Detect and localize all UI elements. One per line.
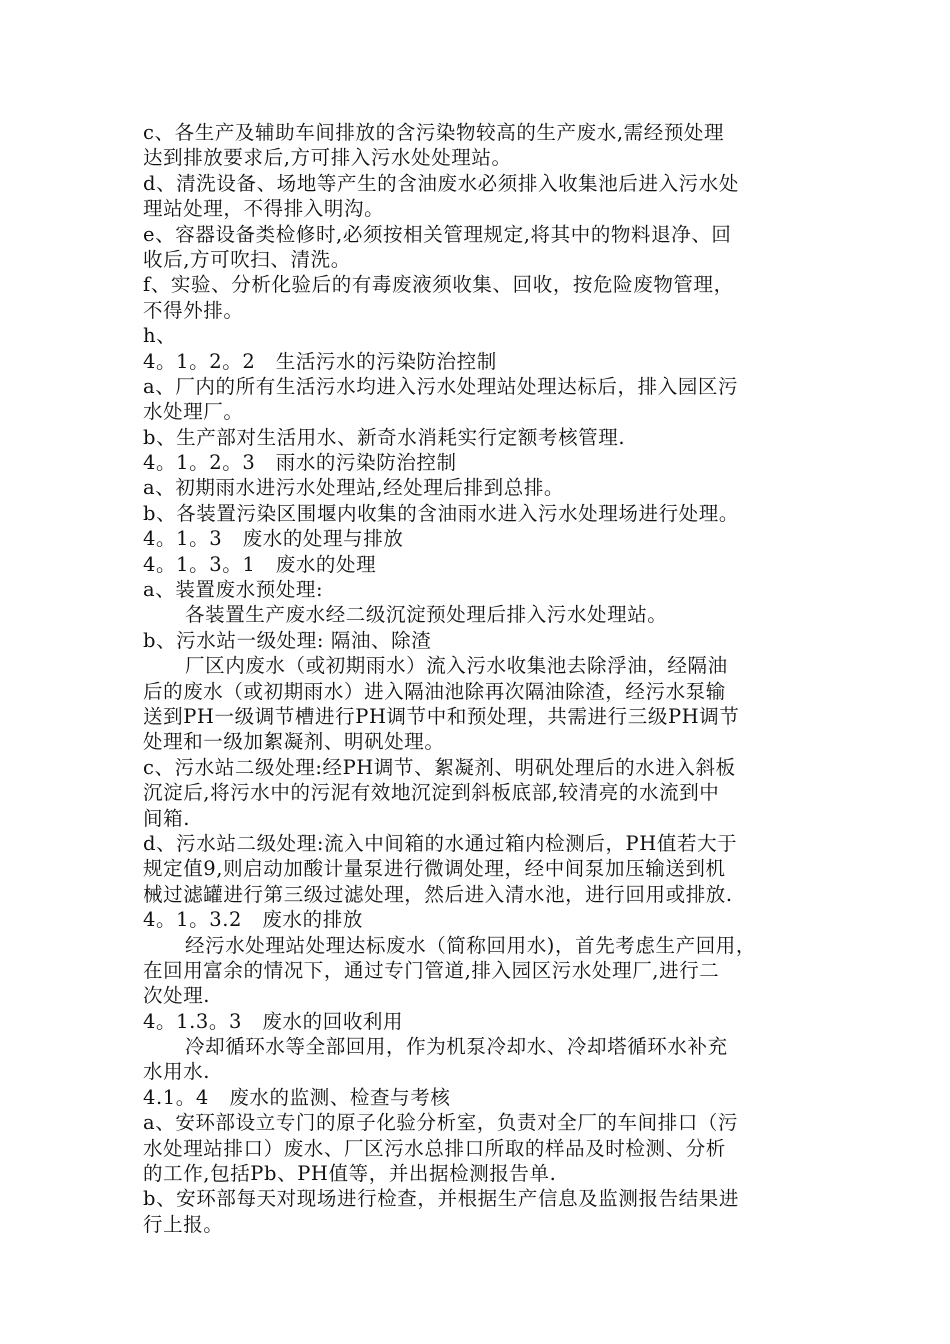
text-line: h、 [143, 324, 177, 348]
text-line: a、厂内的所有生活污水均进入污水处理站处理达标后，排入园区污 [143, 374, 739, 398]
text-line: 4。1。2。2 生活污水的污染防治控制 [143, 349, 497, 373]
text-line: b、污水站一级处理: 隔油、除渣 [143, 628, 432, 652]
text-line: b、安环部每天对现场进行检查，并根据生产信息及监测报告结果进 [143, 1187, 739, 1211]
text-line: 4。1。3。1 废水的处理 [143, 552, 377, 576]
text-line: 送到PH一级调节槽进行PH调节中和预处理，共需进行三级PH调节 [143, 704, 740, 728]
text-line: 行上报。 [143, 1212, 224, 1236]
text-line: a、装置废水预处理: [143, 578, 324, 602]
text-line: 在回用富余的情况下，通过专门管道,排入园区污水处理厂,进行二 [143, 958, 720, 982]
text-line: 达到排放要求后,方可排入污水处处理站。 [143, 146, 512, 170]
text-line: 收后,方可吹扫、清洗。 [143, 247, 351, 271]
text-line: 4。1。3.2 废水的排放 [143, 908, 363, 932]
text-line: 间箱. [143, 806, 190, 830]
text-line: a、初期雨水进污水处理站,经处理后排到总排。 [143, 476, 565, 500]
text-line: 厂区内废水（或初期雨水）流入污水收集池去除浮油，经隔油 [185, 654, 728, 678]
text-line: d、清洗设备、场地等产生的含油废水必须排入收集池后进入污水处 [143, 171, 739, 195]
text-line: c、各生产及辅助车间排放的含污染物较高的生产废水,需经预处理 [143, 121, 725, 144]
text-line: 不得外排。 [143, 298, 244, 322]
text-line: 规定值9,则启动加酸计量泵进行微调处理，经中间泵加压输送到机 [143, 857, 726, 881]
text-line: 冷却循环水等全部回用，作为机泵冷却水、冷却塔循环水补充 [185, 1035, 728, 1059]
text-line: 械过滤罐进行第三级过滤处理，然后进入清水池，进行回用或排放. [143, 882, 733, 906]
text-line: c、污水站二级处理:经PH调节、絮凝剂、明矾处理后的水进入斜板 [143, 755, 736, 779]
text-line: f、实验、分析化验后的有毒废液须收集、回收，按危险废物管理， [143, 273, 734, 297]
text-line: d、污水站二级处理:流入中间箱的水通过箱内检测后，PH值若大于 [143, 831, 738, 855]
text-line: 水处理站排口）废水、厂区污水总排口所取的样品及时检测、分析 [143, 1136, 726, 1160]
text-line: 的工作,包括Pb、PH值等，并出据检测报告单. [143, 1162, 557, 1186]
text-line: 各装置生产废水经二级沉淀预处理后排入污水处理站。 [185, 603, 668, 627]
text-line: 处理和一级加絮凝剂、明矾处理。 [143, 730, 445, 754]
text-line: 水处理厂。 [143, 400, 244, 424]
text-line: 4。1。3 废水的处理与排放 [143, 527, 404, 551]
text-line: 水用水. [143, 1060, 211, 1084]
text-line: 4.1。4 废水的监测、检查与考核 [143, 1085, 451, 1109]
text-line: e、容器设备类检修时,必须按相关管理规定,将其中的物料退净、回 [143, 222, 732, 246]
text-line: 4。1.3。3 废水的回收利用 [143, 1009, 404, 1033]
text-line: 沉淀后,将污水中的污泥有效地沉淀到斜板底部,较清亮的水流到中 [143, 781, 720, 805]
text-line: 次处理. [143, 984, 211, 1008]
text-line: a、安环部设立专门的原子化验分析室，负责对全厂的车间排口（污 [143, 1111, 739, 1135]
text-line: 理站处理，不得排入明沟。 [143, 197, 385, 221]
text-line: 后的废水（或初期雨水）进入隔油池除再次隔油除渣，经污水泵输 [143, 679, 726, 703]
text-line: 4。1。2。3 雨水的污染防治控制 [143, 451, 457, 475]
text-line: b、生产部对生活用水、新奇水消耗实行定额考核管理. [143, 425, 626, 449]
text-line: 经污水处理站处理达标废水（简称回用水)，首先考虑生产回用， [185, 933, 757, 957]
text-line: b、各装置污染区围堰内收集的含油雨水进入污水处理场进行处理。 [143, 501, 739, 525]
document-body [143, 120, 823, 1237]
